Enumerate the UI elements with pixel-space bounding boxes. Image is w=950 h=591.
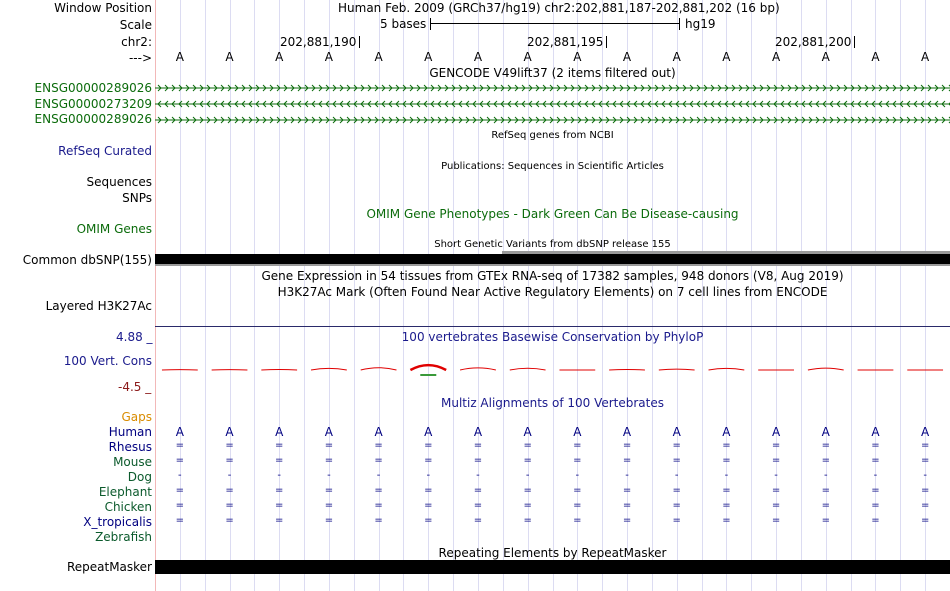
alignment-symbol: = xyxy=(225,440,234,451)
alignment-symbol: = xyxy=(672,515,681,526)
phylop-mark xyxy=(261,369,297,370)
refseq-label[interactable]: RefSeq Curated xyxy=(58,144,152,158)
gene-label-1[interactable]: ENSG00000289026 xyxy=(34,81,152,95)
alignment-symbol: = xyxy=(722,485,731,496)
alignment-symbol: = xyxy=(920,455,930,466)
coord-tick-3 xyxy=(775,35,855,49)
alignment-symbol: = xyxy=(821,500,830,511)
alignment-symbol: = xyxy=(573,515,582,526)
alignment-symbol: - xyxy=(426,470,431,481)
alignment-symbol: = xyxy=(771,455,781,466)
alignment-symbol: = xyxy=(871,455,880,466)
species-label-dog[interactable]: Dog xyxy=(127,470,152,484)
phylop-mark xyxy=(420,374,436,376)
alignment-symbol: = xyxy=(175,500,185,511)
repeatmasker-feature-bar[interactable] xyxy=(155,560,950,574)
alignment-symbol: = xyxy=(523,485,532,496)
alignment-symbol: = xyxy=(722,440,731,451)
reference-base: A xyxy=(771,50,781,64)
alignment-symbol: = xyxy=(771,440,781,451)
strand-arrow-label: ---> xyxy=(128,51,152,65)
repeatmasker-title: Repeating Elements by RepeatMasker xyxy=(438,546,667,560)
alignment-symbol: - xyxy=(674,470,679,481)
species-label-x_tropicalis[interactable]: X_tropicalis xyxy=(83,515,152,529)
alignment-symbol: A xyxy=(771,425,781,439)
phylop-mark xyxy=(659,369,695,370)
reference-base: A xyxy=(921,50,930,64)
alignment-symbol: A xyxy=(225,425,234,439)
alignment-symbol: = xyxy=(374,440,383,451)
phylop-label[interactable]: 100 Vert. Cons xyxy=(63,354,152,368)
alignment-symbol: = xyxy=(374,455,383,466)
alignment-symbol: A xyxy=(871,425,880,439)
alignment-symbol: = xyxy=(722,455,731,466)
position-readout: Human Feb. 2009 (GRCh37/hg19) chr2:202,881,187-202,881,202 (16 bp) xyxy=(338,1,780,15)
alignment-symbol: = xyxy=(672,485,681,496)
sequences-label[interactable]: Sequences xyxy=(86,175,152,189)
alignment-symbol: = xyxy=(871,515,880,526)
alignment-symbol: = xyxy=(573,440,582,451)
alignment-symbol: = xyxy=(722,500,731,511)
alignment-symbol: - xyxy=(823,470,828,481)
alignment-symbol: = xyxy=(374,515,383,526)
alignment-symbol: - xyxy=(774,470,778,481)
alignment-symbol: = xyxy=(821,485,830,496)
reference-base: A xyxy=(275,50,284,64)
reference-base: A xyxy=(821,50,830,64)
scale-bar xyxy=(430,18,680,30)
alignment-symbol: = xyxy=(523,455,532,466)
alignment-symbol: - xyxy=(525,470,530,481)
alignment-symbol: = xyxy=(473,455,483,466)
alignment-symbol: = xyxy=(771,515,781,526)
alignment-symbol: = xyxy=(275,440,284,451)
alignment-symbol: A xyxy=(324,425,334,439)
alignment-symbol: = xyxy=(175,455,185,466)
alignment-symbol: = xyxy=(573,455,582,466)
alignment-symbol: = xyxy=(324,500,334,511)
alignment-symbol: = xyxy=(424,455,433,466)
alignment-symbol: = xyxy=(374,500,383,511)
multiz-title: Multiz Alignments of 100 Vertebrates xyxy=(440,396,665,410)
alignment-symbol: = xyxy=(175,440,185,451)
species-label-elephant[interactable]: Elephant xyxy=(98,485,152,499)
alignment-symbol: = xyxy=(573,500,582,511)
alignment-symbol: = xyxy=(771,485,781,496)
alignment-symbol: - xyxy=(724,470,729,481)
alignment-symbol: = xyxy=(473,515,483,526)
dbsnp-feature-bar[interactable] xyxy=(155,254,950,264)
alignment-symbol: = xyxy=(523,440,532,451)
alignment-symbol: = xyxy=(622,440,632,451)
alignment-symbol: = xyxy=(374,485,383,496)
phylop-mark xyxy=(460,368,496,370)
species-label-mouse[interactable]: Mouse xyxy=(113,455,152,469)
phylop-mark xyxy=(808,368,844,370)
alignment-symbol: = xyxy=(672,455,681,466)
alignment-symbol: = xyxy=(871,485,880,496)
reference-base: A xyxy=(722,50,731,64)
alignment-symbol: = xyxy=(275,485,284,496)
alignment-symbol: = xyxy=(225,485,234,496)
alignment-symbol: = xyxy=(920,485,930,496)
phylop-min-label: -4.5 _ xyxy=(118,380,152,394)
alignment-symbol: - xyxy=(873,470,878,481)
alignment-symbol: A xyxy=(275,425,284,439)
alignment-symbol: = xyxy=(324,485,334,496)
omim-title: OMIM Gene Phenotypes - Dark Green Can Be Disease-causing xyxy=(366,207,739,221)
alignment-symbol: = xyxy=(225,455,234,466)
alignment-symbol: - xyxy=(327,470,331,481)
reference-base: A xyxy=(175,50,184,64)
phylop-mark xyxy=(609,369,645,370)
phylop-mark xyxy=(361,368,397,370)
alignment-symbol: A xyxy=(424,425,433,439)
gtex-title: Gene Expression in 54 tissues from GTEx RNA-seq of 17382 samples, 948 donors (V8, Aug 2019) xyxy=(261,269,844,283)
assembly-label: hg19 xyxy=(685,17,716,31)
alignment-symbol: = xyxy=(622,515,632,526)
alignment-symbol: = xyxy=(175,485,185,496)
species-label-chicken[interactable]: Chicken xyxy=(104,500,152,514)
phylop-conservation-graph[interactable] xyxy=(155,360,950,382)
alignment-symbol: = xyxy=(473,485,483,496)
dbsnp-feature-overhang xyxy=(502,251,950,254)
phylop-title: 100 vertebrates Basewise Conservation by PhyloP xyxy=(401,330,704,344)
gene-label-2[interactable]: ENSG00000273209 xyxy=(34,97,152,111)
alignment-symbol: = xyxy=(672,500,681,511)
phylop-mark xyxy=(709,368,745,370)
phylop-mark xyxy=(510,368,546,370)
reference-base: A xyxy=(473,50,483,64)
alignment-symbol: = xyxy=(523,515,532,526)
alignment-symbol: = xyxy=(523,500,532,511)
alignment-symbol: A xyxy=(473,425,483,439)
reference-base: A xyxy=(523,50,532,64)
alignment-symbol: A xyxy=(672,425,681,439)
reference-base: A xyxy=(225,50,234,64)
alignment-symbol: - xyxy=(625,470,629,481)
reference-base: A xyxy=(324,50,334,64)
gencode-title: GENCODE V49lift37 (2 items filtered out) xyxy=(429,66,676,80)
reference-base: A xyxy=(622,50,632,64)
alignment-symbol: = xyxy=(473,440,483,451)
alignment-symbol: A xyxy=(921,425,930,439)
h3k27ac-label[interactable]: Layered H3K27Ac xyxy=(45,299,152,313)
refseq-title: RefSeq genes from NCBI xyxy=(491,130,614,141)
alignment-symbol: = xyxy=(771,500,781,511)
alignment-symbol: = xyxy=(672,440,681,451)
alignment-symbol: - xyxy=(277,470,282,481)
alignment-symbol: A xyxy=(175,425,184,439)
repeatmasker-label[interactable]: RepeatMasker xyxy=(66,560,152,574)
alignment-symbol: = xyxy=(871,500,880,511)
gencode-gene-tracks[interactable] xyxy=(155,80,950,128)
omim-label[interactable]: OMIM Genes xyxy=(76,222,152,236)
alignment-symbol: = xyxy=(275,515,284,526)
coord-tick-2 xyxy=(527,35,607,49)
dbsnp-title: Short Genetic Variants from dbSNP release 155 xyxy=(434,239,671,250)
alignment-symbol: = xyxy=(821,515,830,526)
alignment-symbol: = xyxy=(275,455,284,466)
alignment-symbol: = xyxy=(871,440,880,451)
dbsnp-feature-underline xyxy=(155,264,950,266)
alignment-symbol: = xyxy=(821,455,830,466)
chrom-label: chr2: xyxy=(121,35,152,49)
scale-text: 5 bases xyxy=(380,17,427,31)
alignment-symbol: - xyxy=(575,470,580,481)
coord-tick-1 xyxy=(280,35,360,49)
alignment-symbol: A xyxy=(573,425,582,439)
coord-tick-2-label: 202,881,195 xyxy=(527,35,604,49)
alignment-symbol: = xyxy=(324,440,334,451)
alignment-symbol: = xyxy=(473,500,483,511)
alignment-symbol: = xyxy=(920,440,930,451)
reference-base: A xyxy=(871,50,880,64)
alignment-symbol: - xyxy=(376,470,381,481)
reference-base: A xyxy=(374,50,383,64)
gene-label-3[interactable]: ENSG00000289026 xyxy=(34,112,152,126)
scale-label: Scale xyxy=(119,18,152,32)
alignment-symbol: - xyxy=(923,470,927,481)
alignment-symbol: = xyxy=(175,515,185,526)
alignment-symbol: = xyxy=(324,455,334,466)
phylop-mark xyxy=(311,368,347,370)
phylop-mark xyxy=(410,365,446,370)
coord-tick-1-label: 202,881,190 xyxy=(280,35,357,49)
alignment-symbol: = xyxy=(821,440,830,451)
alignment-symbol: A xyxy=(374,425,383,439)
alignment-symbol: = xyxy=(225,515,234,526)
publications-title: Publications: Sequences in Scientific Articles xyxy=(441,161,664,172)
alignment-symbol: = xyxy=(920,515,930,526)
h3k27ac-signal-baseline xyxy=(155,326,950,327)
snps-label[interactable]: SNPs xyxy=(122,191,152,205)
reference-base: A xyxy=(424,50,433,64)
alignment-symbol: = xyxy=(622,455,632,466)
alignment-symbol: - xyxy=(178,470,182,481)
alignment-symbol: = xyxy=(324,515,334,526)
species-label-human[interactable]: Human xyxy=(108,425,152,439)
alignment-symbol: = xyxy=(573,485,582,496)
alignment-symbol: = xyxy=(722,515,731,526)
gaps-label[interactable]: Gaps xyxy=(121,410,152,424)
reference-base: A xyxy=(672,50,681,64)
species-label-zebrafish[interactable]: Zebrafish xyxy=(95,530,152,544)
alignment-symbol: = xyxy=(275,500,284,511)
alignment-symbol: - xyxy=(476,470,480,481)
species-label-rhesus[interactable]: Rhesus xyxy=(108,440,152,454)
alignment-symbol: - xyxy=(227,470,232,481)
alignment-symbol: A xyxy=(722,425,731,439)
alignment-symbol: = xyxy=(424,485,433,496)
alignment-symbol: = xyxy=(424,500,433,511)
coord-tick-3-label: 202,881,200 xyxy=(775,35,852,49)
alignment-symbol: A xyxy=(523,425,532,439)
alignment-symbol: A xyxy=(622,425,632,439)
alignment-symbol: A xyxy=(821,425,830,439)
reference-base: A xyxy=(573,50,582,64)
alignment-symbol: = xyxy=(225,500,234,511)
h3k27ac-title: H3K27Ac Mark (Often Found Near Active Regulatory Elements) on 7 cell lines from ENCODE xyxy=(277,285,828,299)
alignment-symbol: = xyxy=(622,500,632,511)
alignment-symbol: = xyxy=(920,500,930,511)
alignment-symbol: = xyxy=(424,515,433,526)
window-position-label: Window Position xyxy=(54,1,152,15)
dbsnp-label[interactable]: Common dbSNP(155) xyxy=(22,253,152,267)
alignment-symbol: = xyxy=(622,485,632,496)
alignment-symbol: = xyxy=(424,440,433,451)
phylop-max-label: 4.88 _ xyxy=(116,330,153,344)
